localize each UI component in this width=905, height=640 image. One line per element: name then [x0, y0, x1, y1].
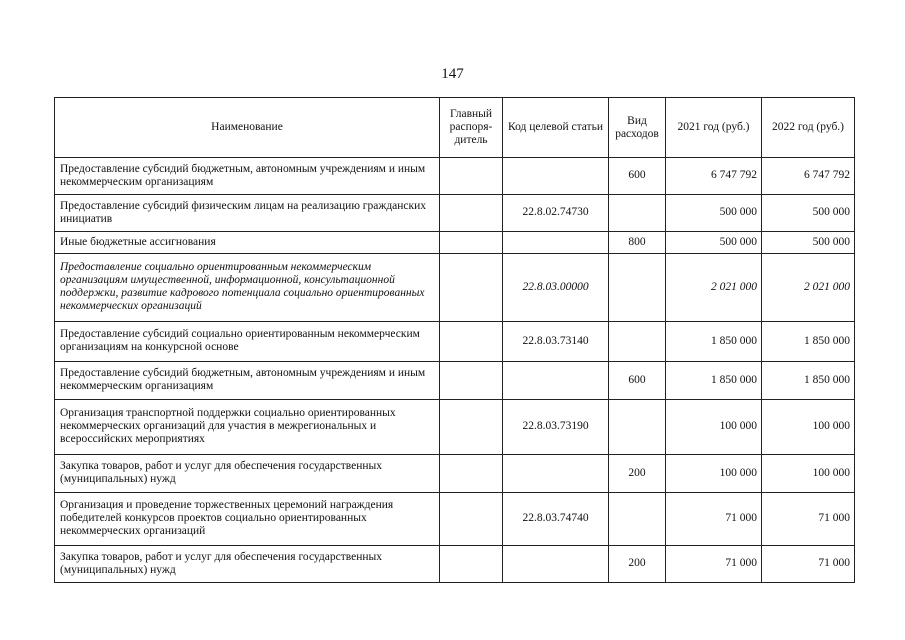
row-2021: 100 000 [666, 400, 762, 455]
table-header-row [55, 98, 855, 158]
row-2021: 71 000 [666, 546, 762, 583]
row-2021: 6 747 792 [666, 158, 762, 195]
table-row [55, 546, 855, 583]
row-2022: 71 000 [762, 546, 855, 583]
row-2022: 1 850 000 [762, 322, 855, 362]
header-code: Код целевой статьи [503, 98, 609, 158]
row-2022: 500 000 [762, 195, 855, 232]
row-name: Предоставление субсидий физическим лицам на реализацию гражданских инициатив [55, 195, 440, 232]
row-name: Предоставление субсидий социально ориентированным некоммерческим организациям на конкурсной основе [55, 322, 440, 362]
row-code [503, 232, 609, 254]
row-admin [440, 158, 503, 195]
row-code: 22.8.03.73140 [503, 322, 609, 362]
row-kind [609, 400, 666, 455]
row-2022: 1 850 000 [762, 362, 855, 400]
row-admin [440, 322, 503, 362]
row-kind [609, 254, 666, 322]
row-kind: 600 [609, 362, 666, 400]
row-name: Организация и проведение торжественных церемоний награждения победителей конкурсов проектов социально ориентированных некоммерческих организаций [55, 493, 440, 546]
row-admin [440, 254, 503, 322]
row-2022: 71 000 [762, 493, 855, 546]
header-year-2022: 2022 год (руб.) [762, 98, 855, 158]
row-admin [440, 362, 503, 400]
row-code [503, 546, 609, 583]
table-row [55, 400, 855, 455]
row-2021: 1 850 000 [666, 322, 762, 362]
row-admin [440, 232, 503, 254]
row-kind [609, 493, 666, 546]
row-2022: 100 000 [762, 400, 855, 455]
row-2022: 100 000 [762, 455, 855, 493]
row-code [503, 455, 609, 493]
row-kind: 200 [609, 546, 666, 583]
row-code [503, 362, 609, 400]
row-kind: 800 [609, 232, 666, 254]
row-2021: 71 000 [666, 493, 762, 546]
row-admin [440, 400, 503, 455]
header-kind: Вид расходов [609, 98, 666, 158]
row-name: Иные бюджетные ассигнования [55, 232, 440, 254]
row-2022: 2 021 000 [762, 254, 855, 322]
header-year-2021: 2021 год (руб.) [666, 98, 762, 158]
row-name: Закупка товаров, работ и услуг для обеспечения государственных (муниципальных) нужд [55, 455, 440, 493]
row-2021: 1 850 000 [666, 362, 762, 400]
row-code [503, 158, 609, 195]
table-row [55, 158, 855, 195]
table-row [55, 195, 855, 232]
row-kind [609, 195, 666, 232]
row-code: 22.8.03.74740 [503, 493, 609, 546]
row-2021: 2 021 000 [666, 254, 762, 322]
row-name: Организация транспортной поддержки социально ориентированных некоммерческих организаций для участия в межрегиональных и всероссийских мероприятиях [55, 400, 440, 455]
row-admin [440, 455, 503, 493]
table-row [55, 232, 855, 254]
row-admin [440, 546, 503, 583]
row-code: 22.8.02.74730 [503, 195, 609, 232]
row-name: Предоставление субсидий бюджетным, автономным учреждениям и иным некоммерческим организациям [55, 362, 440, 400]
row-name: Предоставление социально ориентированным некоммерческим организациям имущественной, информационной, консультационной поддержки, развитие кадрового потенциала социально ориентированных некоммерческих организаций [55, 254, 440, 322]
row-2021: 100 000 [666, 455, 762, 493]
budget-table [54, 97, 855, 583]
table-row [55, 493, 855, 546]
row-2022: 6 747 792 [762, 158, 855, 195]
row-kind: 600 [609, 158, 666, 195]
row-kind [609, 322, 666, 362]
row-2021: 500 000 [666, 232, 762, 254]
row-code: 22.8.03.73190 [503, 400, 609, 455]
header-name: Наименование [55, 98, 440, 158]
row-admin [440, 493, 503, 546]
row-name: Предоставление субсидий бюджетным, автономным учреждениям и иным некоммерческим организациям [55, 158, 440, 195]
header-admin: Главный распоря-дитель [440, 98, 503, 158]
table-row [55, 455, 855, 493]
row-2021: 500 000 [666, 195, 762, 232]
row-code: 22.8.03.00000 [503, 254, 609, 322]
row-admin [440, 195, 503, 232]
row-2022: 500 000 [762, 232, 855, 254]
table-row [55, 322, 855, 362]
page-number: 147 [441, 66, 464, 82]
row-kind: 200 [609, 455, 666, 493]
table-row [55, 254, 855, 322]
table-row [55, 362, 855, 400]
row-name: Закупка товаров, работ и услуг для обеспечения государственных (муниципальных) нужд [55, 546, 440, 583]
